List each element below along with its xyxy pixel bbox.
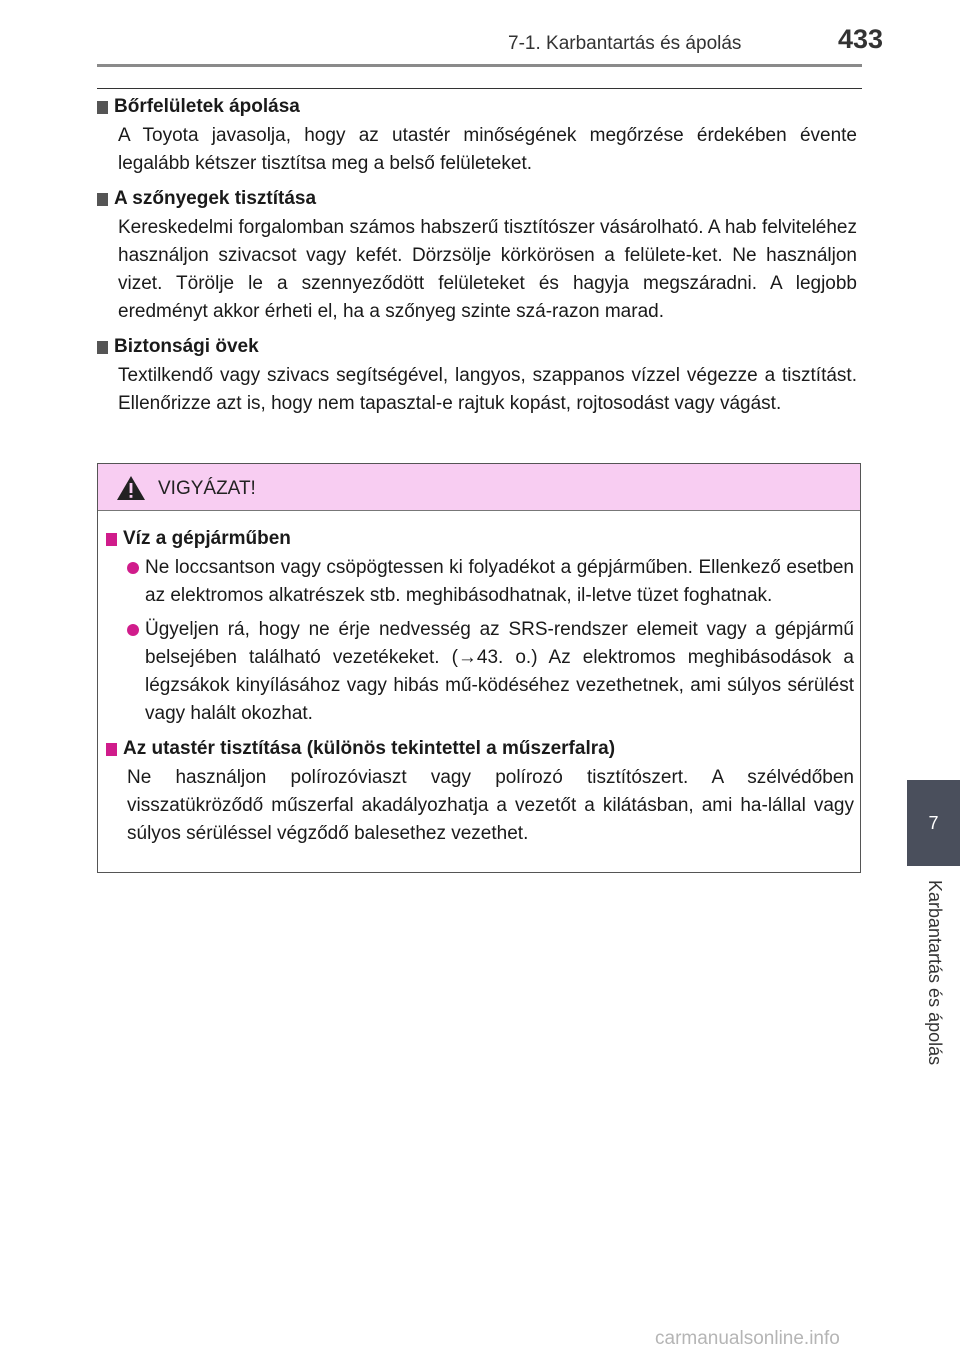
page-number: 433	[838, 24, 884, 54]
section-title: Bőrfelületek ápolása	[97, 92, 857, 122]
warning-bullet: Ügyeljen rá, hogy ne érje nedvesség az SRS-rendszer elemeit vagy a gépjármű belsejében található vezetékeket. (→43. o.) Az elektromos meghibásodások a légzsákok kinyílásához vagy hibás mű-ködéséhez vezethetnek, ami súlyos sérülést vagy halált okozhat.	[127, 616, 854, 728]
watermark: carmanualsonline.info	[655, 1328, 840, 1349]
chapter-tab: 7	[907, 780, 960, 866]
section-body: Textilkendő vagy szivacs segítségével, langyos, szappanos vízzel végezze a tisztítást. Ellenőrizze azt is, hogy nem tapasztal-e rajtuk kopást, rojtosodást vagy vágást.	[118, 365, 857, 414]
warning-item-title: Az utastér tisztítása (különös tekintettel a műszerfalra)	[106, 734, 854, 764]
header-section-title: 7-1. Karbantartás és ápolás	[508, 33, 742, 54]
square-bullet-icon	[97, 101, 108, 114]
square-bullet-icon	[106, 533, 117, 546]
square-bullet-icon	[97, 193, 108, 206]
header-underline	[97, 88, 862, 89]
section-body: A Toyota javasolja, hogy az utastér minőségének megőrzése érdekében évente legalább kétszer tisztítsa meg a belső felületeket.	[118, 125, 857, 174]
warning-box	[97, 463, 861, 873]
warning-label: VIGYÁZAT!	[158, 478, 256, 499]
section-body: Kereskedelmi forgalomban számos habszerű tisztítószer vásárolható. A hab felviteléhez használjon szivacsot vagy kefét. Dörzsölje körkörösen a felülete-ket. Ne használjon vizet. Törölje le a szennyeződött felületeket és hagyja megszáradni. A legjobb eredményt akkor érheti el, ha a szőnyeg szinte szá-razon marad.	[118, 217, 857, 322]
warning-bullet: Ne loccsantson vagy csöpögtessen ki folyadékot a gépjárműben. Ellenkező esetben az elektromos alkatrészek stb. meghibásodhatnak, il-letve tüzet foghatnak.	[127, 554, 854, 610]
section-title: A szőnyegek tisztítása	[97, 184, 857, 214]
warning-triangle-icon	[116, 475, 146, 501]
warning-header	[98, 464, 860, 511]
chapter-tab-label: Karbantartás és ápolás	[925, 880, 945, 1066]
dot-bullet-icon	[127, 562, 139, 574]
square-bullet-icon	[106, 743, 117, 756]
warning-item-title: Víz a gépjárműben	[106, 524, 854, 554]
section-title: Biztonsági övek	[97, 332, 857, 362]
warning-body	[106, 524, 854, 848]
dot-bullet-icon	[127, 624, 139, 636]
header-divider	[97, 64, 862, 67]
square-bullet-icon	[97, 341, 108, 354]
main-content	[97, 92, 857, 424]
warning-item-body: Ne használjon polírozóviaszt vagy polírozó tisztítószert. A szélvédőben visszatükröződő műszerfal akadályozhatja a vezetőt a kilátásban, ami ha-lállal vagy súlyos sérüléssel végződő balesethez vezethet.	[127, 767, 854, 844]
